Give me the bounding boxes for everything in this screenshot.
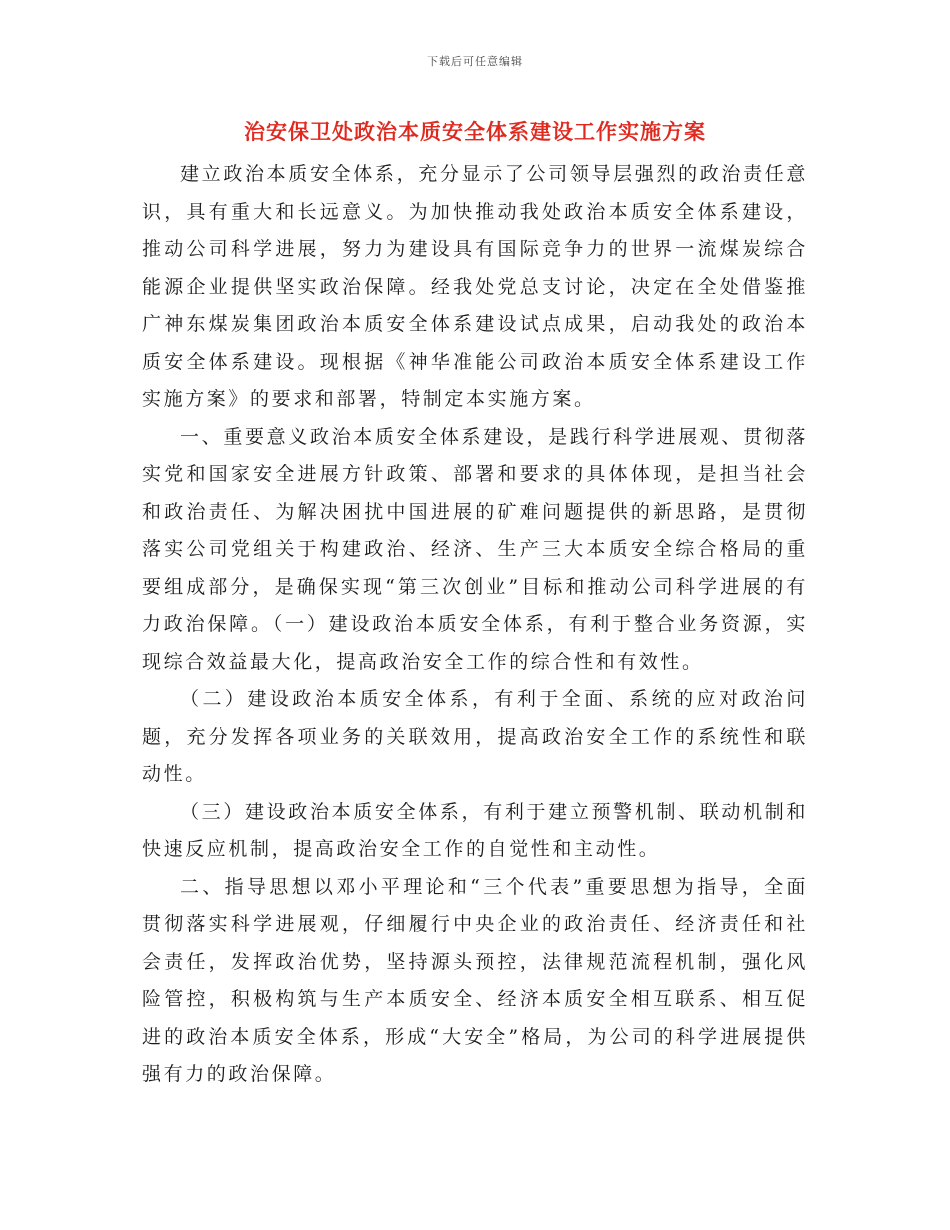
paragraph-point-three: （三）建设政治本质安全体系，有利于建立预警机制、联动机制和快速反应机制，提高政治安全工作的自觉性和主动性。	[142, 800, 808, 860]
document-body	[142, 156, 808, 1094]
paragraph-point-two: （二）建设政治本质安全体系，有利于全面、系统的应对政治问题，充分发挥各项业务的关联效用，提高政治安全工作的系统性和联动性。	[142, 688, 808, 785]
paragraph-guiding-ideology: 二、指导思想以邓小平理论和“三个代表”重要思想为指导，全面贯彻落实科学进展观，仔细履行中央企业的政治责任、经济责任和社会责任，发挥政治优势，坚持源头预控，法律规范流程机制，强化风险管控，积极构筑与生产本质安全、经济本质安全相互联系、相互促进的政治本质安全体系，形成“大安全”格局，为公司的科学进展提供强有力的政治保障。	[142, 875, 808, 1085]
paragraph-intro: 建立政治本质安全体系，充分显示了公司领导层强烈的政治责任意识，具有重大和长远意义。为加快推动我处政治本质安全体系建设，推动公司科学进展，努力为建设具有国际竞争力的世界一流煤炭综合能源企业提供坚实政治保障。经我处党总支讨论，决定在全处借鉴推广神东煤炭集团政治本质安全体系建设试点成果，启动我处的政治本质安全体系建设。现根据《神华准能公司政治本质安全体系建设工作实施方案》的要求和部署，特制定本实施方案。	[142, 163, 808, 410]
page-header: 下载后可任意编辑	[427, 55, 523, 68]
paragraph-significance: 一、重要意义政治本质安全体系建设，是践行科学进展观、贯彻落实党和国家安全进展方针政策、部署和要求的具体体现，是担当社会和政治责任、为解决困扰中国进展的矿难问题提供的新思路，是贯彻落实公司党组关于构建政治、经济、生产三大本质安全综合格局的重要组成部分，是确保实现“第三次创业”目标和推动公司科学进展的有力政治保障。（一）建设政治本质安全体系，有利于整合业务资源，实现综合效益最大化，提高政治安全工作的综合性和有效性。	[142, 425, 808, 673]
document-title: 治安保卫处政治本质安全体系建设工作实施方案	[244, 119, 706, 144]
